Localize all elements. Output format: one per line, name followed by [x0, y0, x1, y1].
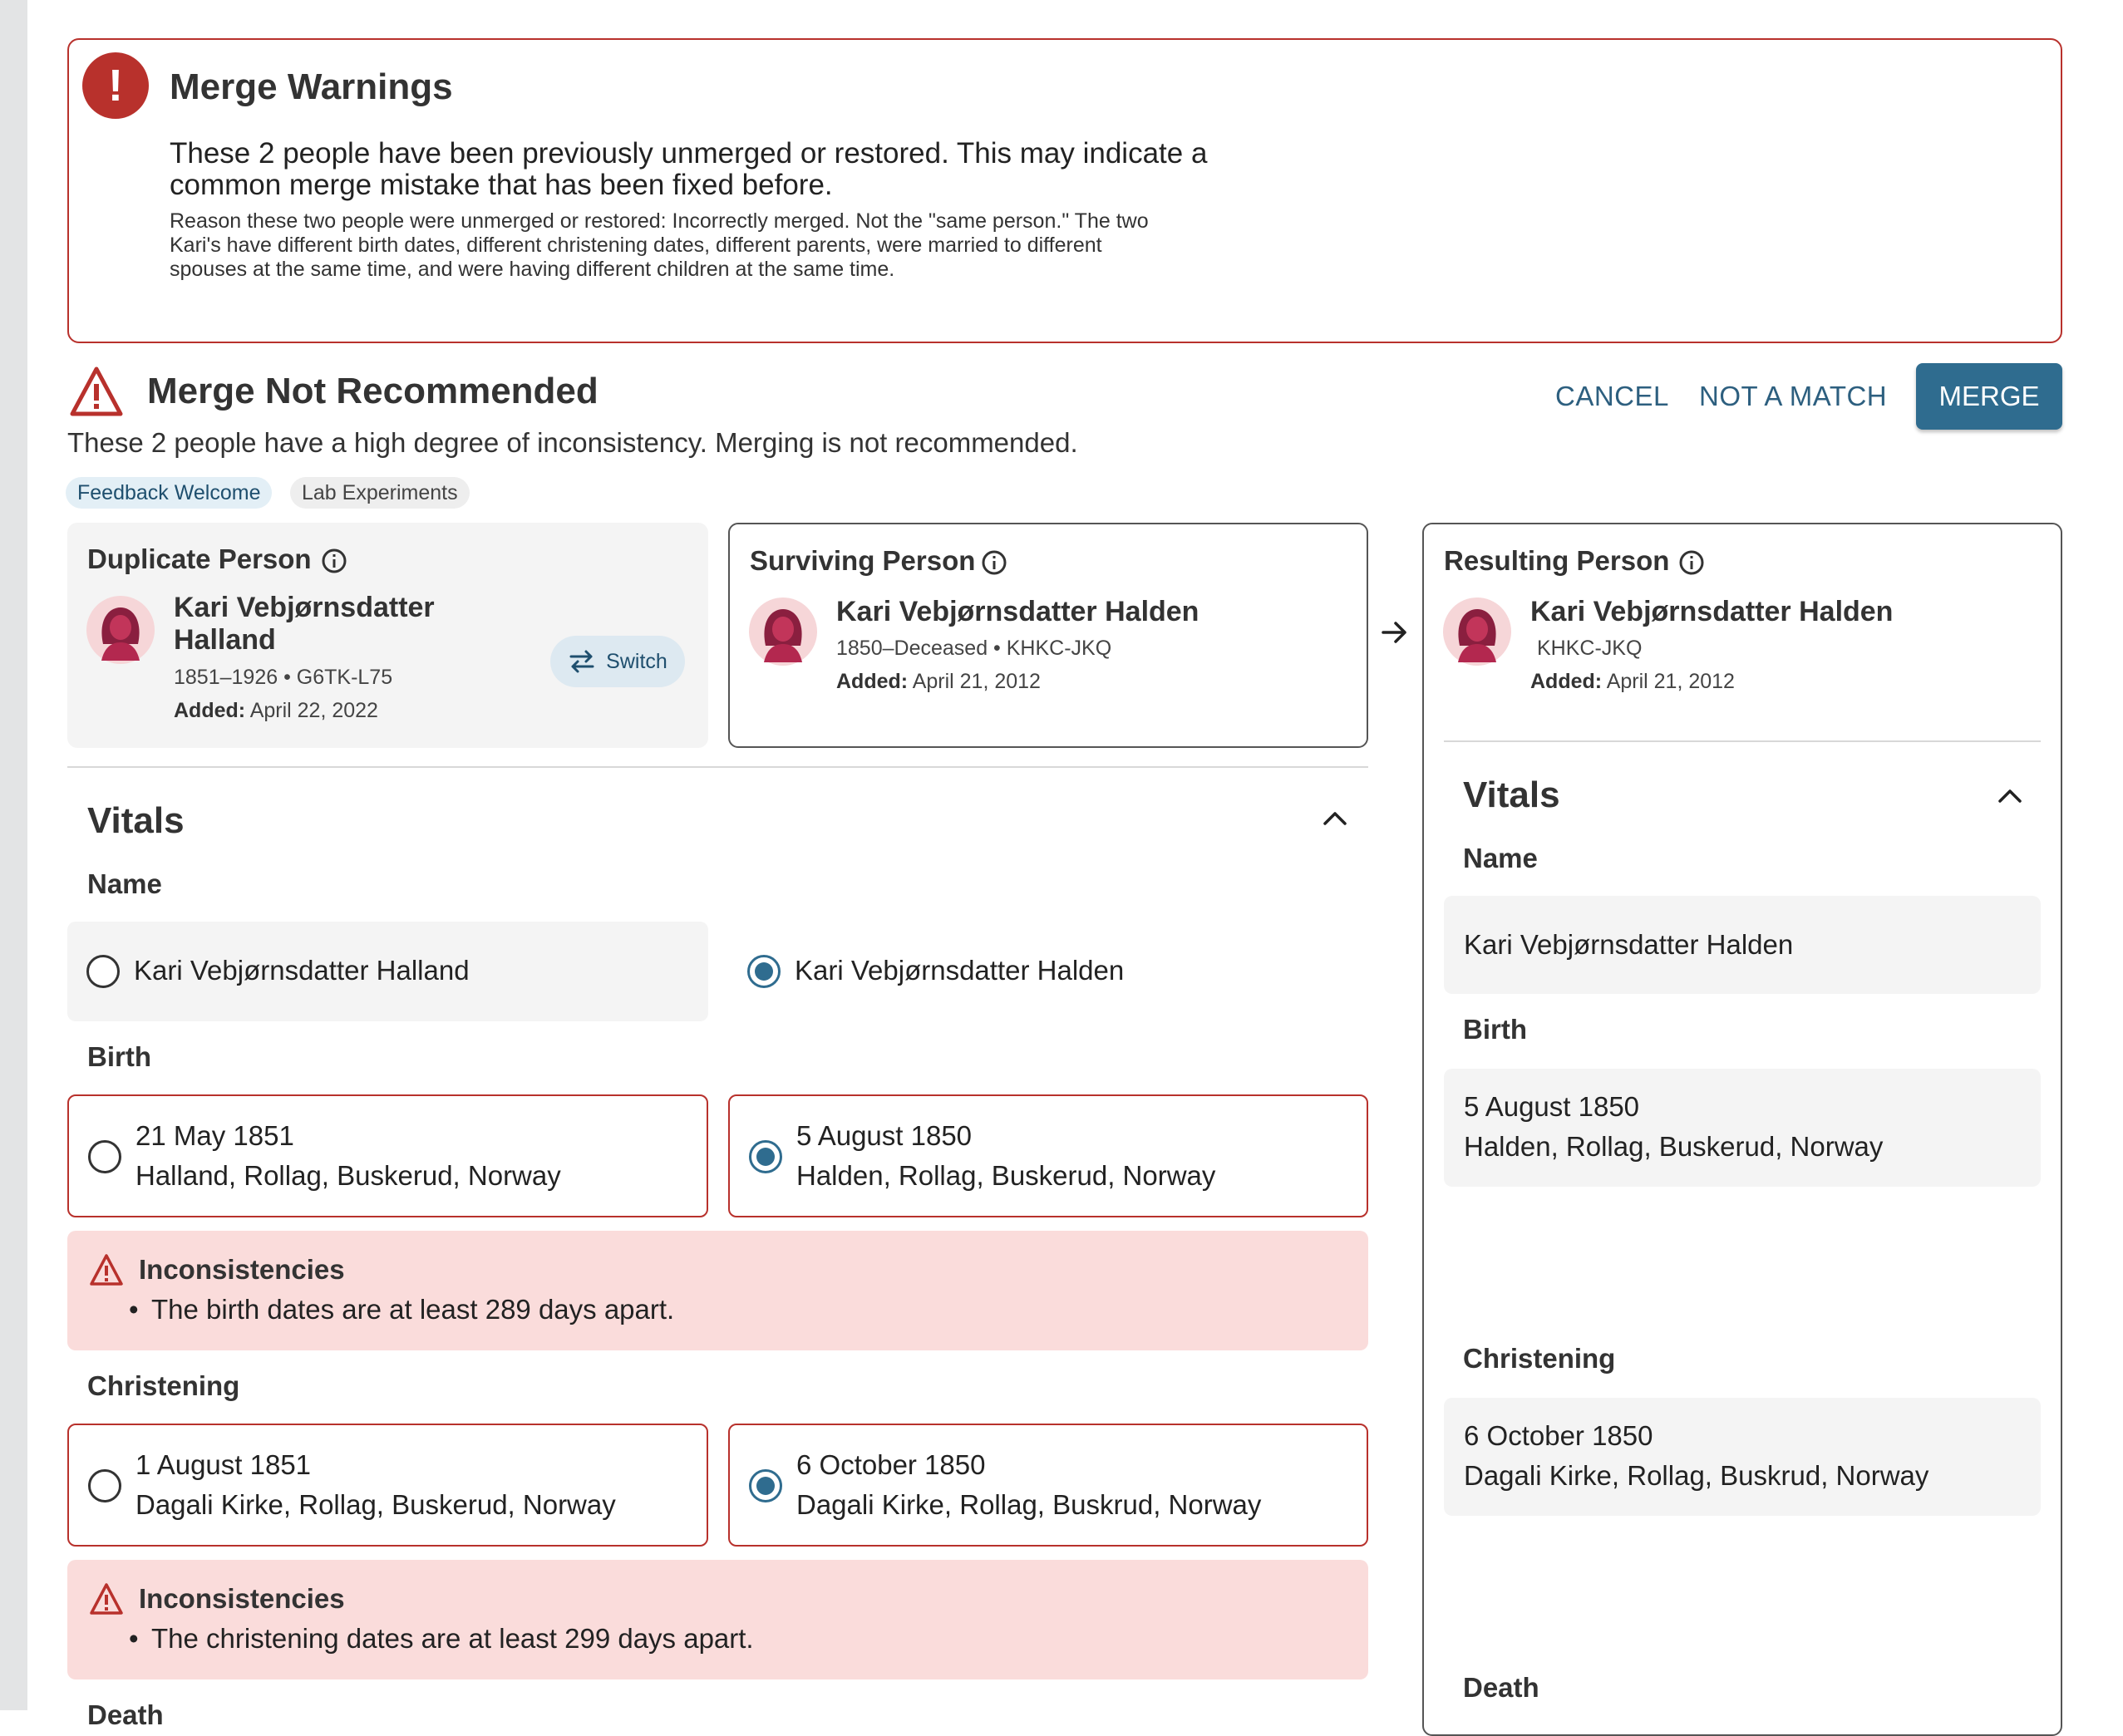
merge-warnings-panel [67, 38, 2062, 343]
cancel-button[interactable]: CANCEL [1555, 381, 1669, 411]
birth-surviving-place: Halden, Rollag, Buskerud, Norway [796, 1160, 1216, 1191]
female-avatar-icon [749, 598, 817, 666]
result-death-label: Death [1463, 1672, 1539, 1703]
result-christening-place: Dagali Kirke, Rollag, Buskrud, Norway [1464, 1460, 1929, 1491]
birth-inconsistency-panel [67, 1231, 1368, 1350]
christening-duplicate-place: Dagali Kirke, Rollag, Buskerud, Norway [135, 1489, 616, 1520]
merge-warnings-body: These 2 people have been previously unmerged or restored. This may indicate a common merge mistake that has been fixed before. [170, 137, 1208, 201]
surviving-person-added: Added: April 21, 2012 [836, 670, 1041, 693]
name-option-surviving[interactable] [728, 922, 1368, 1021]
resulting-person-panel [1422, 523, 2062, 1736]
warning-triangle-icon [89, 1253, 124, 1286]
christening-duplicate-date: 1 August 1851 [135, 1449, 312, 1480]
feedback-welcome-tag[interactable]: Feedback Welcome [66, 477, 272, 509]
warning-triangle-icon [89, 1582, 124, 1616]
switch-label: Switch [606, 649, 667, 673]
radio-selected[interactable] [747, 955, 781, 988]
christening-option-duplicate[interactable] [67, 1424, 708, 1547]
divider [67, 766, 1368, 768]
surviving-person-card [728, 523, 1368, 748]
swap-arrows-icon [568, 649, 596, 674]
name-option-duplicate[interactable] [67, 922, 708, 1021]
birth-duplicate-date: 21 May 1851 [135, 1120, 294, 1151]
name-label: Name [87, 868, 162, 899]
result-birth-place: Halden, Rollag, Buskerud, Norway [1464, 1131, 1884, 1162]
alert-circle-icon: ! [82, 52, 149, 119]
result-christening-label: Christening [1463, 1343, 1616, 1374]
resulting-person-heading: Resulting Person [1444, 545, 1670, 576]
result-name-value: Kari Vebjørnsdatter Halden [1464, 929, 1794, 960]
female-avatar-icon [86, 596, 155, 664]
info-icon[interactable] [321, 548, 347, 574]
radio-unselected[interactable] [86, 955, 120, 988]
not-a-match-button[interactable]: NOT A MATCH [1699, 381, 1888, 411]
death-label: Death [87, 1699, 164, 1730]
lab-experiments-tag[interactable]: Lab Experiments [290, 477, 470, 509]
birth-option-surviving[interactable] [728, 1094, 1368, 1217]
birth-label: Birth [87, 1041, 151, 1072]
christening-surviving-place: Dagali Kirke, Rollag, Buskrud, Norway [796, 1489, 1262, 1520]
result-name-box [1444, 896, 2041, 994]
info-icon[interactable] [981, 549, 1007, 576]
result-birth-label: Birth [1463, 1014, 1527, 1045]
duplicate-person-heading: Duplicate Person [87, 543, 312, 574]
surviving-person-name: Kari Vebjørnsdatter Halden [836, 596, 1199, 627]
birth-duplicate-place: Halland, Rollag, Buskerud, Norway [135, 1160, 561, 1191]
christening-option-surviving[interactable] [728, 1424, 1368, 1547]
duplicate-person-meta: 1851–1926 • G6TK-L75 [174, 666, 393, 689]
divider [1444, 740, 2041, 742]
merge-warnings-reason: Reason these two people were unmerged or restored: Incorrectly merged. Not the "same person." The two Kari's have different birth dates, different christening dates, different parents, were married to different spouses at the same time, and were having different children at the same time. [170, 209, 1149, 281]
result-birth-date: 5 August 1850 [1464, 1091, 1640, 1122]
birth-inconsistency-title: Inconsistencies [139, 1254, 345, 1285]
result-birth-box [1444, 1069, 2041, 1187]
duplicate-person-name: Kari Vebjørnsdatter Halland [174, 592, 435, 656]
recommendation-description: These 2 people have a high degree of inconsistency. Merging is not recommended. [67, 427, 1078, 458]
result-christening-date: 6 October 1850 [1464, 1420, 1653, 1451]
resulting-person-added: Added: April 21, 2012 [1530, 670, 1735, 693]
recommendation-title: Merge Not Recommended [147, 371, 598, 411]
warning-triangle-icon [69, 366, 124, 417]
radio-selected[interactable] [749, 1469, 782, 1502]
result-name-label: Name [1463, 843, 1538, 873]
female-avatar-icon [1443, 598, 1511, 666]
left-gutter [0, 0, 27, 1710]
name-option-surviving-text: Kari Vebjørnsdatter Halden [795, 955, 1125, 986]
radio-selected[interactable] [749, 1140, 782, 1173]
radio-unselected[interactable] [88, 1469, 121, 1502]
result-vitals-title: Vitals [1463, 775, 1560, 815]
resulting-person-name: Kari Vebjørnsdatter Halden [1530, 596, 1894, 627]
christening-surviving-date: 6 October 1850 [796, 1449, 986, 1480]
birth-surviving-date: 5 August 1850 [796, 1120, 973, 1151]
christening-inconsistency-item: • The christening dates are at least 299 days apart. [151, 1623, 754, 1655]
info-icon[interactable] [1678, 549, 1705, 576]
merge-warnings-title: Merge Warnings [170, 66, 453, 107]
vitals-title: Vitals [87, 800, 185, 841]
result-christening-box [1444, 1398, 2041, 1516]
switch-button[interactable] [550, 636, 685, 687]
birth-option-duplicate[interactable] [67, 1094, 708, 1217]
name-option-duplicate-text: Kari Vebjørnsdatter Halland [134, 955, 470, 986]
surviving-person-meta: 1850–Deceased • KHKC-JKQ [836, 637, 1112, 660]
duplicate-person-card [67, 523, 708, 748]
chevron-up-icon[interactable] [1321, 809, 1349, 828]
birth-inconsistency-item: • The birth dates are at least 289 days apart. [151, 1294, 674, 1325]
merge-button[interactable]: MERGE [1916, 363, 2062, 430]
chevron-up-icon[interactable] [1996, 787, 2024, 805]
christening-inconsistency-panel [67, 1560, 1368, 1679]
radio-unselected[interactable] [88, 1140, 121, 1173]
resulting-person-meta: KHKC-JKQ [1537, 637, 1643, 660]
duplicate-person-added: Added: April 22, 2022 [174, 699, 378, 722]
surviving-person-heading: Surviving Person [750, 545, 976, 576]
christening-inconsistency-title: Inconsistencies [139, 1583, 345, 1614]
christening-label: Christening [87, 1370, 240, 1401]
arrow-right-icon [1380, 617, 1410, 647]
